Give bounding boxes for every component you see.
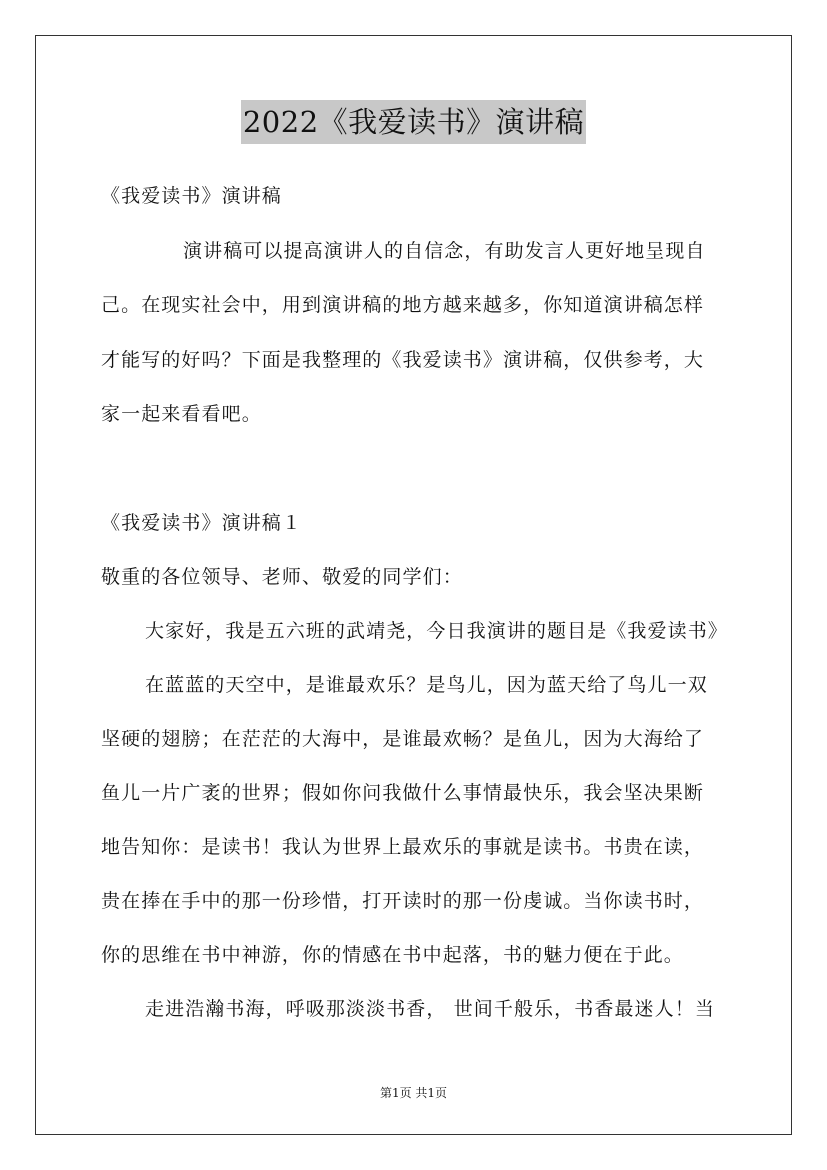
intro-line: 家一起来看看吧。	[101, 403, 262, 425]
page-footer: 第1页 共1页	[379, 1086, 448, 1100]
document-title-wrapper	[0, 100, 827, 144]
salutation: 敬重的各位领导、老师、敬爱的同学们：	[101, 566, 463, 588]
intro-line: 演讲稿可以提高演讲人的自信念，有助发言人更好地呈现自	[183, 240, 706, 262]
body-line: 坚硬的翅膀；在茫茫的大海中，是谁最欢畅？是鱼儿，因为大海给了	[101, 728, 705, 750]
document-title: 2022《我爱读书》演讲稿	[241, 100, 586, 144]
body-line: 鱼儿一片广袤的世界；假如你问我做什么事情最快乐，我会坚决果断	[101, 782, 705, 804]
section-heading: 《我爱读书》演讲稿１	[101, 512, 303, 534]
body-line: 你的思维在书中神游，你的情感在书中起落，书的魅力便在于此。	[101, 944, 684, 966]
body-line: 贵在捧在手中的那一份珍惜，打开读时的那一份虔诚。当你读书时，	[101, 890, 705, 912]
body-line: 走进浩瀚书海，呼吸那淡淡书香， 世间千般乐，书香最迷人！当	[145, 998, 715, 1020]
intro-line: 才能写的好吗？下面是我整理的《我爱读书》演讲稿，仅供参考，大	[101, 349, 705, 371]
intro-line: 己。在现实社会中，用到演讲稿的地方越来越多，你知道演讲稿怎样	[101, 294, 705, 316]
body-line: 大家好，我是五六班的武靖尧，今日我演讲的题目是《我爱读书》	[145, 620, 728, 642]
body-line: 在蓝蓝的天空中，是谁最欢乐？是鸟儿，因为蓝天给了鸟儿一双	[145, 674, 708, 696]
subtitle: 《我爱读书》演讲稿	[101, 185, 282, 207]
body-line: 地告知你：是读书！我认为世界上最欢乐的事就是读书。书贵在读，	[101, 836, 705, 858]
